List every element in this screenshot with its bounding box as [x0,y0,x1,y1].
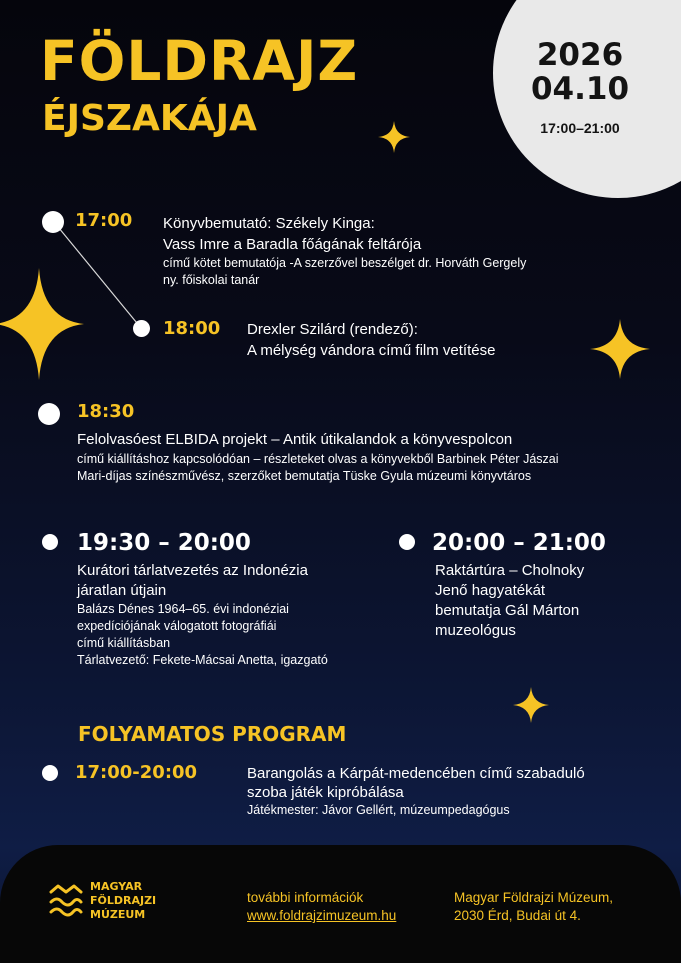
program-description: Tárlatvezető: Fekete-Mácsai Anetta, igazgató [77,653,328,667]
program-title: Könyvbemutató: Székely Kinga: [163,215,375,232]
program-title: Raktártúra – Cholnoky [435,562,585,579]
program-description: Mari-díjas színészművész, szerzőket bemutatja Tüske Gyula múzeumi könyvtáros [77,469,532,483]
continuous-title: szoba játék kipróbálása [247,784,404,801]
continuous-time: 17:00-20:00 [75,762,198,783]
continuous-title: Barangolás a Kárpát-medencében című szabaduló [247,765,585,782]
logo-text: MÚZEUM [90,908,146,921]
continuous-heading: FOLYAMATOS PROGRAM [78,722,347,746]
program-title: járatlan útjain [77,582,167,599]
program-time: 18:30 [77,401,135,422]
program-time: 17:00 [75,210,133,231]
timeline-dot [42,534,58,550]
title-line-1: FÖLDRAJZ [40,29,359,93]
program-description: című kötet bemutatója -A szerzővel beszélget dr. Horváth Gergely [163,256,527,270]
event-year: 2026 [536,37,624,73]
program-title: Kurátori tárlatvezetés az Indonézia [77,562,308,579]
program-time: 20:00 – 21:00 [432,530,606,556]
timeline-dot [42,211,64,233]
timeline-dot [42,765,58,781]
program-title: Drexler Szilárd (rendező): [247,321,418,338]
program-time: 19:30 – 20:00 [77,530,251,556]
timeline-dot [399,534,415,550]
timeline-dot [38,403,60,425]
program-title: bemutatja Gál Márton [435,602,580,619]
program-title: Jenő hagyatékát [435,582,546,599]
program-title: muzeológus [435,622,516,639]
event-date: 04.10 [530,71,630,107]
title-line-2: ÉJSZAKÁJA [42,98,257,139]
address-line: 2030 Érd, Budai út 4. [454,908,581,923]
program-description: Balázs Dénes 1964–65. évi indonéziai [77,602,289,616]
website-link[interactable]: www.foldrajzimuzeum.hu [247,908,397,923]
continuous-description: Játékmester: Jávor Gellért, múzeumpedagógus [247,803,510,817]
program-time: 18:00 [163,318,221,339]
program-description: című kiállításban [77,636,171,650]
program-title: Vass Imre a Baradla főágának feltárója [163,236,422,253]
info-label: további információk [247,890,364,905]
museum-logo-icon [48,882,84,920]
program-description: ny. főiskolai tanár [163,273,260,287]
program-description: című kiállításhoz kapcsolódóan – részleteket olvas a könyvekből Barbinek Péter Jászai [77,452,559,466]
event-hours: 17:00–21:00 [540,120,620,136]
program-title: Felolvasóest ELBIDA projekt – Antik útikalandok a könyvespolcon [77,431,513,448]
timeline-dot [133,320,150,337]
program-description: expedíciójának válogatott fotográfiái [77,619,277,633]
program-title: A mélység vándora című film vetítése [247,342,496,359]
logo-text: MAGYAR [90,880,143,893]
address-line: Magyar Földrajzi Múzeum, [454,890,614,905]
logo-text: FÖLDRAJZI [90,894,157,907]
